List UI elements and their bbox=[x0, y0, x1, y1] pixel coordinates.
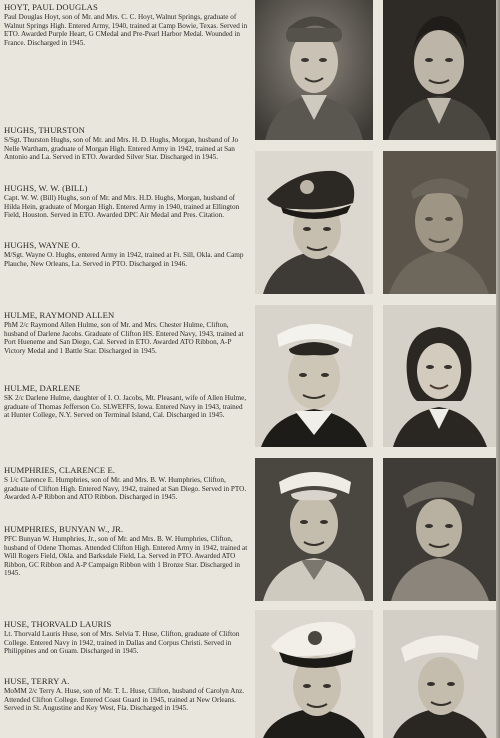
entry-humphries-bunyan bbox=[4, 524, 248, 578]
entry-huse-terry bbox=[4, 676, 248, 713]
entry-name: HULME, DARLENE bbox=[4, 383, 81, 393]
portrait-photo-hulme-darlene bbox=[383, 305, 496, 447]
portrait-photo-hoyt bbox=[255, 0, 373, 140]
entry-name: HUSE, THORVALD LAURIS bbox=[4, 619, 112, 629]
entry-hulme-darlene bbox=[4, 383, 248, 420]
entry-bio: Paul Douglas Hoyt, son of Mr. and Mrs. C. C. Hoyt, Walnut Springs, graduate of Walnut Springs High. Entered Army, 1940, trained at Camp Bowie, Texas. Served in ETO. Awarded Purple Heart, G CMedal and Pre-Pearl Harbor Medal. Wounded in France. Discharged in 1945. bbox=[4, 13, 248, 47]
portrait-photo-huse-terry bbox=[383, 610, 496, 738]
entry-bio: S/Sgt. Thurston Hughs, son of Mr. and Mrs. H. D. Hughs, Morgan, husband of Jo Nelle Wartham, graduate of Morgan High. Entered Army in 1942, trained at San Antonio and La. Served in ETO. Awarded Silver Star. Discharged in 1945. bbox=[4, 136, 239, 162]
entry-bio: MoMM 2/c Terry A. Huse, son of Mr. T. L. Huse, Clifton, husband of Carolyn Anz. Attended Clifton College. Entered Coast Guard in 1945, trained at New Orleans. Served in St. Augustine and Key West, Fla. Discharged in 1945. bbox=[4, 687, 245, 713]
portrait-photo-hughs-thurston bbox=[383, 0, 496, 140]
portrait-photo-hulme-raymond bbox=[255, 305, 373, 447]
page-binding-edge bbox=[496, 0, 500, 738]
portrait-photo-humphries-clarence bbox=[255, 458, 373, 601]
portrait-photo-hughs-ww bbox=[255, 151, 373, 294]
entry-bio: Lt. Thorvald Lauris Huse, son of Mrs. Selvia T. Huse, Clifton, graduate of Clifton College. Entered Navy in 1942, trained in Dallas and Corpus Christi. Served in Philippines and on Guam. Discharged in 1945. bbox=[4, 630, 240, 656]
entry-hughs-thurston bbox=[4, 125, 248, 162]
entry-humphries-clarence bbox=[4, 465, 248, 502]
portrait-photo-hughs-wayne bbox=[383, 151, 496, 294]
entry-name: HUGHS, THURSTON bbox=[4, 125, 85, 135]
entry-name: HUGHS, WAYNE O. bbox=[4, 240, 80, 250]
portrait-photo-huse-thorvald bbox=[255, 610, 373, 738]
entry-hughs-wayne bbox=[4, 240, 248, 268]
entry-name: HUMPHRIES, BUNYAN W., JR. bbox=[4, 524, 124, 534]
entry-bio: PhM 2/c Raymond Allen Hulme, son of Mr. and Mrs. Chester Hulme, Clifton, husband of Darlene Jacobs. Graduate of Clifton HS. Entered Navy, 1943, trained at Port Hueneme and San Diego, Cal. Served in ETO. Awarded ATO Ribbon, A-P Victory Medal and 1 Battle Star. Discharged in 1945. bbox=[4, 321, 244, 355]
entry-name: HUSE, TERRY A. bbox=[4, 676, 70, 686]
entry-bio: SK 2/c Darlene Hulme, daughter of I. O. Jacobs, Mt. Pleasant, wife of Allen Hulme, graduate of Thomas Jefferson Co. SLWEFFS, Iowa. Entered Navy in 1943, trained at Hunter College, N.Y. Served on Terminal Island, Cal. Discharged in 1945. bbox=[4, 394, 247, 420]
entry-huse-thorvald bbox=[4, 619, 248, 656]
entry-bio: S 1/c Clarence E. Humphries, son of Mr. and Mrs. B. W. Humphries, Clifton, graduate of Clifton High. Entered Navy, 1942, trained at San Diego. Served in PTO. Awarded A-P Ribbon and ATO Ribbon. Discharged in 1945. bbox=[4, 476, 247, 502]
entry-hulme-raymond bbox=[4, 310, 248, 355]
entry-bio: Capt. W. W. (Bill) Hughs, son of Mr. and Mrs. H.D. Hughs, Morgan, husband of Hilda Hein, graduate of Morgan High. Entered Army in 1940, trained at Ellington Field, Houston. Served in ETO. Awarded DPC Air Medal and Pres. Citation. bbox=[4, 194, 240, 220]
entry-name: HUMPHRIES, CLARENCE E. bbox=[4, 465, 116, 475]
entry-bio: PFC Bunyan W. Humphries, Jr., son of Mr. and Mrs. B. W. Humphries, Clifton, husband of Odene Thomas. Attended Clifton High. Entered Army in 1942, trained at Will Rogers Field, Okla. and Barksdale Field, La. Served in PTO. Awarded ATO Ribbon, GC Ribbon and A-P Campaign Ribbon with 1 Bronze Star. Discharged in 1945. bbox=[4, 535, 248, 578]
portrait-photo-humphries-bunyan bbox=[383, 458, 496, 601]
entry-name: HOYT, PAUL DOUGLAS bbox=[4, 2, 98, 12]
entry-bio: M/Sgt. Wayne O. Hughs, entered Army in 1942, trained at Ft. Sill, Okla. and Camp Plauche, New Orleans, La. Served in PTO. Discharged in 1946. bbox=[4, 251, 244, 268]
entry-name: HULME, RAYMOND ALLEN bbox=[4, 310, 115, 320]
entry-hughs-ww bbox=[4, 183, 248, 220]
entry-name: HUGHS, W. W. (BILL) bbox=[4, 183, 88, 193]
entry-hoyt-paul bbox=[4, 2, 248, 47]
